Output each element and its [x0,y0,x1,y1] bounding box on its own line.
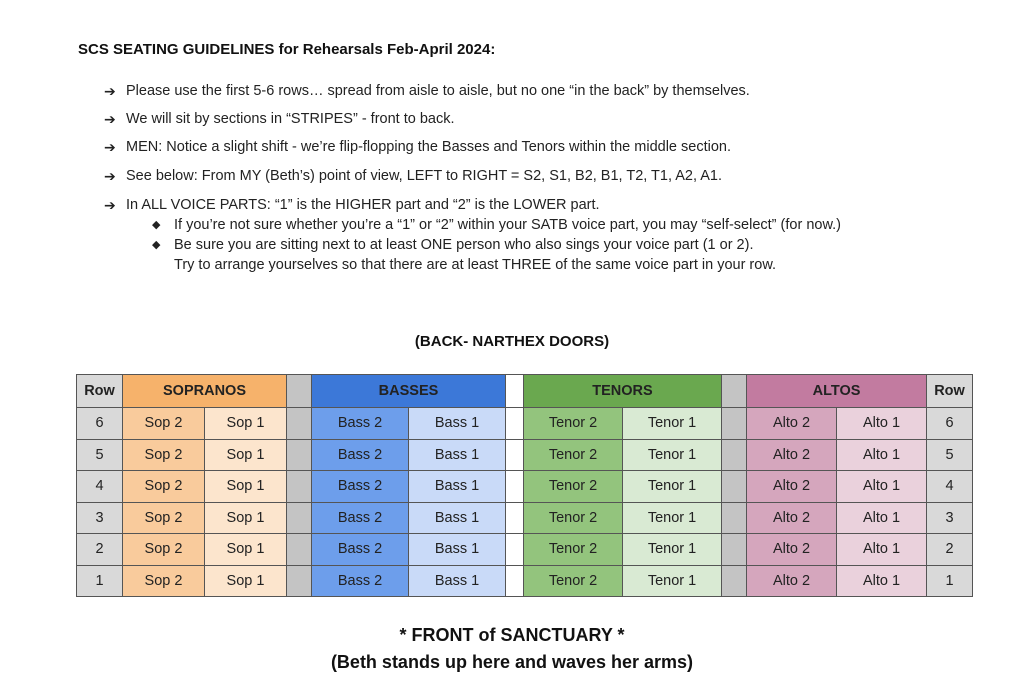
seat-bass-1: Bass 1 [409,502,506,534]
seat-tenor-2: Tenor 2 [524,534,623,566]
aisle-cell [506,471,524,503]
row-number: 3 [927,502,973,534]
seat-soprano-1: Sop 1 [205,565,287,597]
aisle-cell [506,502,524,534]
seat-tenor-2: Tenor 2 [524,439,623,471]
sub-guideline-text: Be sure you are sitting next to at least ONE person who also sings your voice part (1 or 2). [174,237,754,253]
guideline-text: We will sit by sections in “STRIPES” - front to back. [126,111,455,127]
sub-guideline-text: If you’re not sure whether you’re a “1” or “2” within your SATB voice part, you may “self-select” (for now.) [174,217,841,233]
guideline-item [104,138,731,156]
row-number: 2 [927,534,973,566]
row-number: 4 [77,471,123,503]
seat-soprano-1: Sop 1 [205,534,287,566]
guideline-item [104,196,600,214]
sub-guideline-item [152,236,753,254]
seat-bass-1: Bass 1 [409,439,506,471]
table-row [77,471,973,503]
seat-bass-2: Bass 2 [312,408,409,440]
seat-soprano-2: Sop 2 [123,534,205,566]
seat-tenor-1: Tenor 1 [623,439,722,471]
guideline-item [104,82,750,100]
document-title: SCS SEATING GUIDELINES for Rehearsals Feb-April 2024: [78,41,496,58]
seat-bass-1: Bass 1 [409,565,506,597]
basses-header: BASSES [312,375,506,408]
seat-tenor-1: Tenor 1 [623,408,722,440]
aisle-cell [722,534,747,566]
aisle-cell [722,439,747,471]
aisle-cell [287,375,312,408]
seat-alto-1: Alto 1 [837,439,927,471]
row-header-left: Row [77,375,123,408]
sub-guideline-item [152,216,841,234]
sopranos-header: SOPRANOS [123,375,287,408]
guideline-text: See below: From MY (Beth’s) point of view, LEFT to RIGHT = S2, S1, B2, B1, T2, T1, A2, A1. [126,168,722,184]
seat-bass-2: Bass 2 [312,502,409,534]
table-header-row [77,375,973,408]
seat-alto-2: Alto 2 [747,471,837,503]
guideline-text: MEN: Notice a slight shift - we’re flip-flopping the Basses and Tenors within the middle section. [126,139,731,155]
seat-soprano-2: Sop 2 [123,439,205,471]
seat-bass-2: Bass 2 [312,565,409,597]
seat-tenor-2: Tenor 2 [524,502,623,534]
row-number: 5 [77,439,123,471]
aisle-cell [722,375,747,408]
tenors-header: TENORS [524,375,722,408]
back-label: (BACK- NARTHEX DOORS) [414,333,610,350]
aisle-cell [506,534,524,566]
table-row [77,408,973,440]
seat-tenor-1: Tenor 1 [623,534,722,566]
seat-alto-2: Alto 2 [747,439,837,471]
aisle-cell [287,408,312,440]
row-number: 6 [927,408,973,440]
row-number: 6 [77,408,123,440]
table-row [77,565,973,597]
row-number: 3 [77,502,123,534]
front-label: * FRONT of SANCTUARY * [399,625,625,645]
seat-bass-1: Bass 1 [409,471,506,503]
seat-alto-2: Alto 2 [747,565,837,597]
sub-guideline-text: Try to arrange yourselves so that there are at least THREE of the same voice part in your row. [174,257,777,273]
aisle-cell [506,565,524,597]
seating-chart-table [76,374,973,597]
arrow-bullet-icon: ➔ [104,168,116,184]
aisle-cell [722,565,747,597]
aisle-cell [506,439,524,471]
seat-alto-2: Alto 2 [747,502,837,534]
aisle-cell [506,375,524,408]
seat-tenor-2: Tenor 2 [524,408,623,440]
row-number: 4 [927,471,973,503]
guideline-text: Please use the first 5-6 rows… spread from aisle to aisle, but no one “in the back” by themselves. [126,83,750,99]
seat-alto-1: Alto 1 [837,565,927,597]
seat-bass-2: Bass 2 [312,439,409,471]
aisle-cell [722,502,747,534]
seat-alto-2: Alto 2 [747,408,837,440]
front-sublabel: (Beth stands up here and waves her arms) [330,652,694,672]
aisle-cell [287,565,312,597]
aisle-cell [287,502,312,534]
seat-soprano-1: Sop 1 [205,502,287,534]
seat-alto-1: Alto 1 [837,471,927,503]
row-header-right: Row [927,375,973,408]
seat-bass-1: Bass 1 [409,534,506,566]
seat-tenor-2: Tenor 2 [524,565,623,597]
aisle-cell [287,439,312,471]
sub-guideline-continuation [152,256,776,274]
aisle-cell [722,408,747,440]
seat-tenor-2: Tenor 2 [524,471,623,503]
seat-soprano-1: Sop 1 [205,408,287,440]
aisle-cell [506,408,524,440]
seat-alto-1: Alto 1 [837,502,927,534]
diamond-bullet-icon: ◆ [152,239,161,251]
diamond-bullet-icon: ◆ [152,219,161,231]
seat-tenor-1: Tenor 1 [623,502,722,534]
seat-alto-2: Alto 2 [747,534,837,566]
arrow-bullet-icon: ➔ [104,139,116,155]
altos-header: ALTOS [747,375,927,408]
aisle-cell [287,471,312,503]
guideline-item [104,167,722,185]
seat-soprano-2: Sop 2 [123,502,205,534]
arrow-bullet-icon: ➔ [104,197,116,213]
seat-alto-1: Alto 1 [837,534,927,566]
seat-tenor-1: Tenor 1 [623,471,722,503]
row-number: 1 [77,565,123,597]
seat-soprano-1: Sop 1 [205,439,287,471]
arrow-bullet-icon: ➔ [104,83,116,99]
guideline-text: In ALL VOICE PARTS: “1” is the HIGHER part and “2” is the LOWER part. [126,197,600,213]
aisle-cell [287,534,312,566]
seat-bass-2: Bass 2 [312,534,409,566]
arrow-bullet-icon: ➔ [104,111,116,127]
seat-alto-1: Alto 1 [837,408,927,440]
seat-soprano-2: Sop 2 [123,408,205,440]
row-number: 2 [77,534,123,566]
aisle-cell [722,471,747,503]
table-row [77,534,973,566]
seat-bass-1: Bass 1 [409,408,506,440]
row-number: 5 [927,439,973,471]
seat-soprano-1: Sop 1 [205,471,287,503]
row-number: 1 [927,565,973,597]
table-row [77,439,973,471]
seat-soprano-2: Sop 2 [123,471,205,503]
table-row [77,502,973,534]
seat-soprano-2: Sop 2 [123,565,205,597]
seat-tenor-1: Tenor 1 [623,565,722,597]
guideline-item [104,110,455,128]
seat-bass-2: Bass 2 [312,471,409,503]
